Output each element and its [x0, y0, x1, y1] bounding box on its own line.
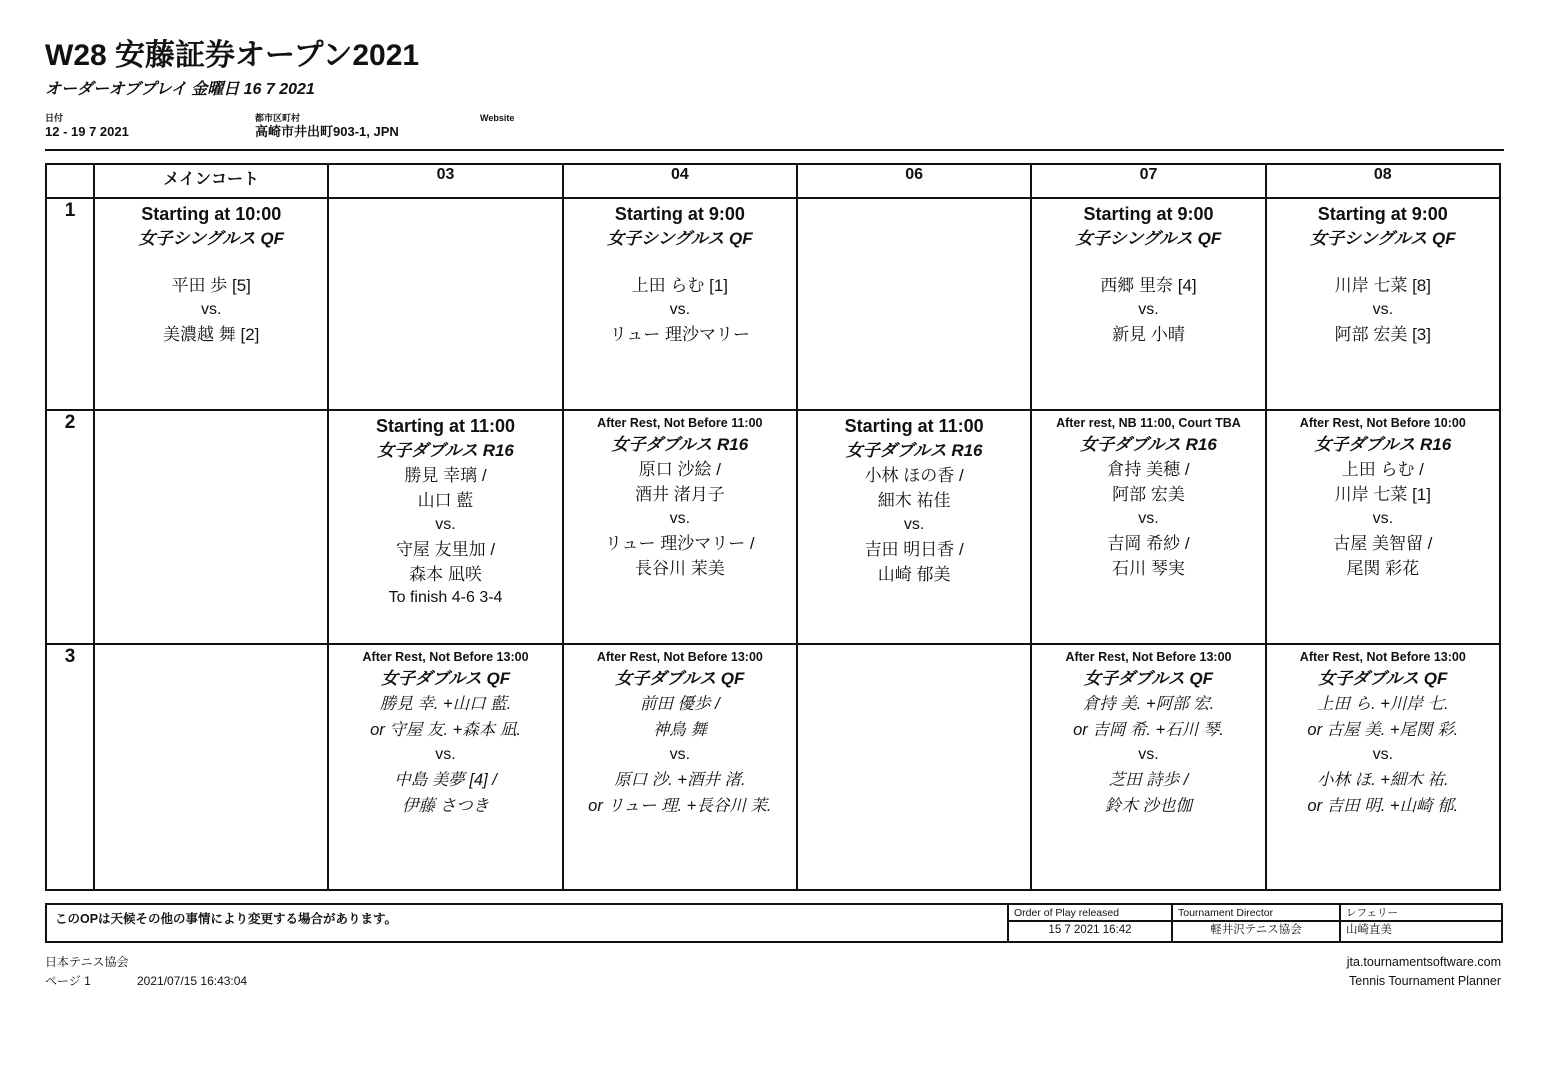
- player-name: 酒井 渚月子: [634, 485, 725, 504]
- player-name: 上田 ら. +川岸 七.: [1317, 695, 1449, 713]
- player-name: リュー 理沙マリー: [609, 325, 750, 344]
- schedule-row: [46, 410, 1500, 644]
- event-name: 女子シングルス QF: [138, 229, 284, 248]
- match-cell[interactable]: [1031, 410, 1265, 644]
- released-value: 15 7 2021 16:42: [1008, 921, 1172, 942]
- schedule-row: [46, 198, 1500, 410]
- player-name: 鈴木 沙也伽: [1104, 797, 1193, 815]
- released-label: Order of Play released: [1008, 904, 1172, 921]
- footer-left: [45, 953, 247, 991]
- spacer: [567, 251, 793, 273]
- start-time: After rest, NB 11:00, Court TBA: [1056, 416, 1241, 430]
- start-time: After Rest, Not Before 13:00: [1065, 650, 1232, 664]
- player-name: 石川 琴実: [1112, 559, 1185, 578]
- organisation-name: 日本テニス協会: [45, 955, 129, 969]
- meta-city-value: 高崎市井出町903-1, JPN: [255, 124, 399, 139]
- match-status-note: To finish 4-6 3-4: [388, 589, 503, 606]
- versus-label: vs.: [669, 510, 691, 527]
- court-header-5: 07: [1031, 164, 1265, 198]
- tournament-meta: [45, 113, 1504, 139]
- event-name: 女子シングルス QF: [1075, 229, 1222, 248]
- event-name: 女子シングルス QF: [1310, 229, 1456, 248]
- player-name: 上田 らむ [1]: [631, 276, 729, 295]
- meta-dates-value: 12 - 19 7 2021: [45, 124, 129, 139]
- match-cell[interactable]: [1031, 198, 1265, 410]
- start-time: Starting at 9:00: [1317, 204, 1448, 224]
- player-name: 勝見 幸. +山口 藍.: [379, 695, 512, 713]
- player-name: 山崎 郁美: [877, 565, 951, 584]
- event-name: 女子ダブルス QF: [1318, 669, 1448, 688]
- player-name: 守屋 友里加 /: [395, 540, 496, 559]
- start-time: After Rest, Not Before 10:00: [1299, 416, 1466, 430]
- player-name: 美濃越 舞 [2]: [163, 325, 260, 344]
- event-name: 女子ダブルス QF: [380, 669, 511, 688]
- player-name: 勝見 幸璃 /: [404, 466, 487, 485]
- software-product: Tennis Tournament Planner: [1349, 974, 1501, 988]
- footer-table: [45, 903, 1503, 943]
- player-name: or 吉岡 希. +石川 琴.: [1073, 721, 1224, 739]
- spacer: [98, 251, 324, 273]
- match-cell[interactable]: [563, 410, 797, 644]
- versus-label: vs.: [1138, 510, 1159, 527]
- start-time: Starting at 9:00: [614, 204, 745, 224]
- page-number: ページ 1: [45, 974, 91, 988]
- player-name: 川岸 七菜 [1]: [1334, 485, 1431, 504]
- printed-timestamp: 2021/07/15 16:43:04: [137, 974, 248, 988]
- player-name: 吉岡 希紗 /: [1107, 534, 1190, 553]
- match-cell[interactable]: [94, 410, 328, 644]
- event-name: 女子ダブルス R16: [845, 441, 983, 460]
- event-name: 女子ダブルス R16: [377, 441, 514, 460]
- event-name: 女子ダブルス QF: [1083, 669, 1214, 688]
- footer-block: [45, 903, 1501, 991]
- meta-city: [255, 113, 480, 139]
- match-cell[interactable]: [1031, 644, 1265, 890]
- player-name: 尾関 彩花: [1346, 559, 1420, 578]
- page-subtitle: オーダーオブプレイ 金曜日 16 7 2021: [45, 81, 315, 98]
- match-cell[interactable]: [797, 410, 1031, 644]
- start-time: After Rest, Not Before 13:00: [1299, 650, 1466, 664]
- player-name: 吉田 明日香 /: [864, 540, 964, 559]
- footer-right: [1347, 953, 1501, 991]
- player-name: 小林 ほ. +細木 祐.: [1317, 771, 1449, 789]
- court-header-2: 03: [328, 164, 562, 198]
- court-header-4: 06: [797, 164, 1031, 198]
- page-footer: [45, 953, 1501, 991]
- start-time: Starting at 9:00: [1083, 204, 1214, 224]
- player-name: 細木 祐佳: [877, 491, 951, 510]
- start-time: After Rest, Not Before 11:00: [597, 416, 763, 430]
- player-name: 古屋 美智留 /: [1333, 534, 1433, 553]
- referee-label: レフェリー: [1340, 904, 1502, 921]
- match-cell[interactable]: [94, 198, 328, 410]
- versus-label: vs.: [1372, 301, 1394, 318]
- versus-label: vs.: [1138, 301, 1159, 318]
- player-name: or 守屋 友. +森本 凪.: [370, 721, 521, 739]
- match-cell[interactable]: [797, 644, 1031, 890]
- event-name: 女子シングルス QF: [607, 229, 753, 248]
- player-name: 西郷 里奈 [4]: [1100, 276, 1197, 295]
- match-cell[interactable]: [94, 644, 328, 890]
- match-cell[interactable]: [1266, 198, 1500, 410]
- court-header-6: 08: [1266, 164, 1500, 198]
- player-name: 平田 歩 [5]: [171, 276, 251, 295]
- page-title: W28 安藤証券オープン2021: [45, 39, 420, 72]
- match-cell[interactable]: [328, 198, 562, 410]
- player-name: 小林 ほの香 /: [864, 466, 964, 485]
- referee-value: 山崎直美: [1340, 921, 1502, 942]
- player-name: 森本 凪咲: [409, 565, 482, 584]
- court-header-3: 04: [563, 164, 797, 198]
- start-time: After Rest, Not Before 13:00: [596, 650, 763, 664]
- versus-label: vs.: [435, 516, 456, 533]
- event-name: 女子ダブルス QF: [615, 669, 745, 688]
- versus-label: vs.: [903, 516, 925, 533]
- player-name: 倉持 美. +阿部 宏.: [1082, 695, 1215, 713]
- player-name: 新見 小晴: [1112, 325, 1185, 344]
- player-name: 阿部 宏美: [1112, 485, 1185, 504]
- start-time: Starting at 10:00: [141, 204, 282, 224]
- versus-label: vs.: [435, 746, 456, 763]
- versus-label: vs.: [669, 301, 691, 318]
- player-name: 神鳥 舞: [652, 721, 707, 739]
- meta-city-label: 都市区町村: [255, 113, 301, 123]
- player-name: 阿部 宏美 [3]: [1334, 325, 1431, 344]
- player-name: 伊藤 さつき: [401, 797, 490, 815]
- row-number: 3: [46, 644, 94, 890]
- start-time: Starting at 11:00: [376, 416, 516, 436]
- player-name: 上田 らむ /: [1341, 460, 1424, 479]
- player-name: 中島 美夢 [4] /: [394, 771, 497, 789]
- director-value: 軽井沢テニス協会: [1172, 921, 1340, 942]
- match-cell[interactable]: [797, 198, 1031, 410]
- software-site: jta.tournamentsoftware.com: [1346, 955, 1501, 969]
- player-name: リュー 理沙マリー /: [605, 534, 755, 553]
- director-label: Tournament Director: [1172, 904, 1340, 921]
- start-time: Starting at 11:00: [844, 416, 984, 436]
- versus-label: vs.: [1138, 746, 1159, 763]
- disclaimer-note: このOPは天候その他の事情により変更する場合があります。: [46, 904, 1008, 942]
- versus-label: vs.: [200, 301, 222, 318]
- spacer: [1035, 251, 1261, 273]
- order-of-play-table: [45, 163, 1501, 891]
- player-name: or 吉田 明. +山崎 郁.: [1307, 797, 1459, 815]
- player-name: 川岸 七菜 [8]: [1334, 276, 1431, 295]
- match-cell[interactable]: [1266, 644, 1500, 890]
- header-divider: [45, 149, 1504, 151]
- event-name: 女子ダブルス R16: [611, 435, 749, 454]
- meta-dates-label: 日付: [45, 113, 64, 123]
- match-cell[interactable]: [328, 410, 562, 644]
- player-name: or リュー 理. +長谷川 茉.: [588, 797, 772, 815]
- meta-website: [480, 113, 680, 139]
- meta-dates: [45, 113, 255, 139]
- schedule-row: [46, 644, 1500, 890]
- event-name: 女子ダブルス R16: [1080, 435, 1217, 454]
- player-name: 原口 沙絵 /: [638, 460, 721, 479]
- versus-label: vs.: [669, 746, 691, 763]
- match-cell[interactable]: [1266, 410, 1500, 644]
- row-number: 2: [46, 410, 94, 644]
- spacer: [1270, 251, 1496, 273]
- player-name: 芝田 詩歩 /: [1108, 771, 1189, 789]
- start-time: After Rest, Not Before 13:00: [362, 650, 529, 664]
- event-name: 女子ダブルス R16: [1314, 435, 1452, 454]
- corner-header: [46, 164, 94, 198]
- player-name: 原口 沙. +酒井 渚.: [614, 771, 746, 789]
- match-cell[interactable]: [563, 644, 797, 890]
- meta-website-label: Website: [480, 113, 515, 123]
- versus-label: vs.: [1372, 510, 1394, 527]
- court-header-row: [46, 164, 1500, 198]
- court-header-1: メインコート: [94, 164, 328, 198]
- row-number: 1: [46, 198, 94, 410]
- match-cell[interactable]: [328, 644, 562, 890]
- player-name: 長谷川 茉美: [634, 559, 725, 578]
- player-name: 前田 優歩 /: [639, 695, 720, 713]
- match-cell[interactable]: [563, 198, 797, 410]
- player-name: 山口 藍: [417, 491, 474, 510]
- player-name: or 古屋 美. +尾関 彩.: [1307, 721, 1459, 739]
- player-name: 倉持 美穂 /: [1107, 460, 1190, 479]
- versus-label: vs.: [1372, 746, 1394, 763]
